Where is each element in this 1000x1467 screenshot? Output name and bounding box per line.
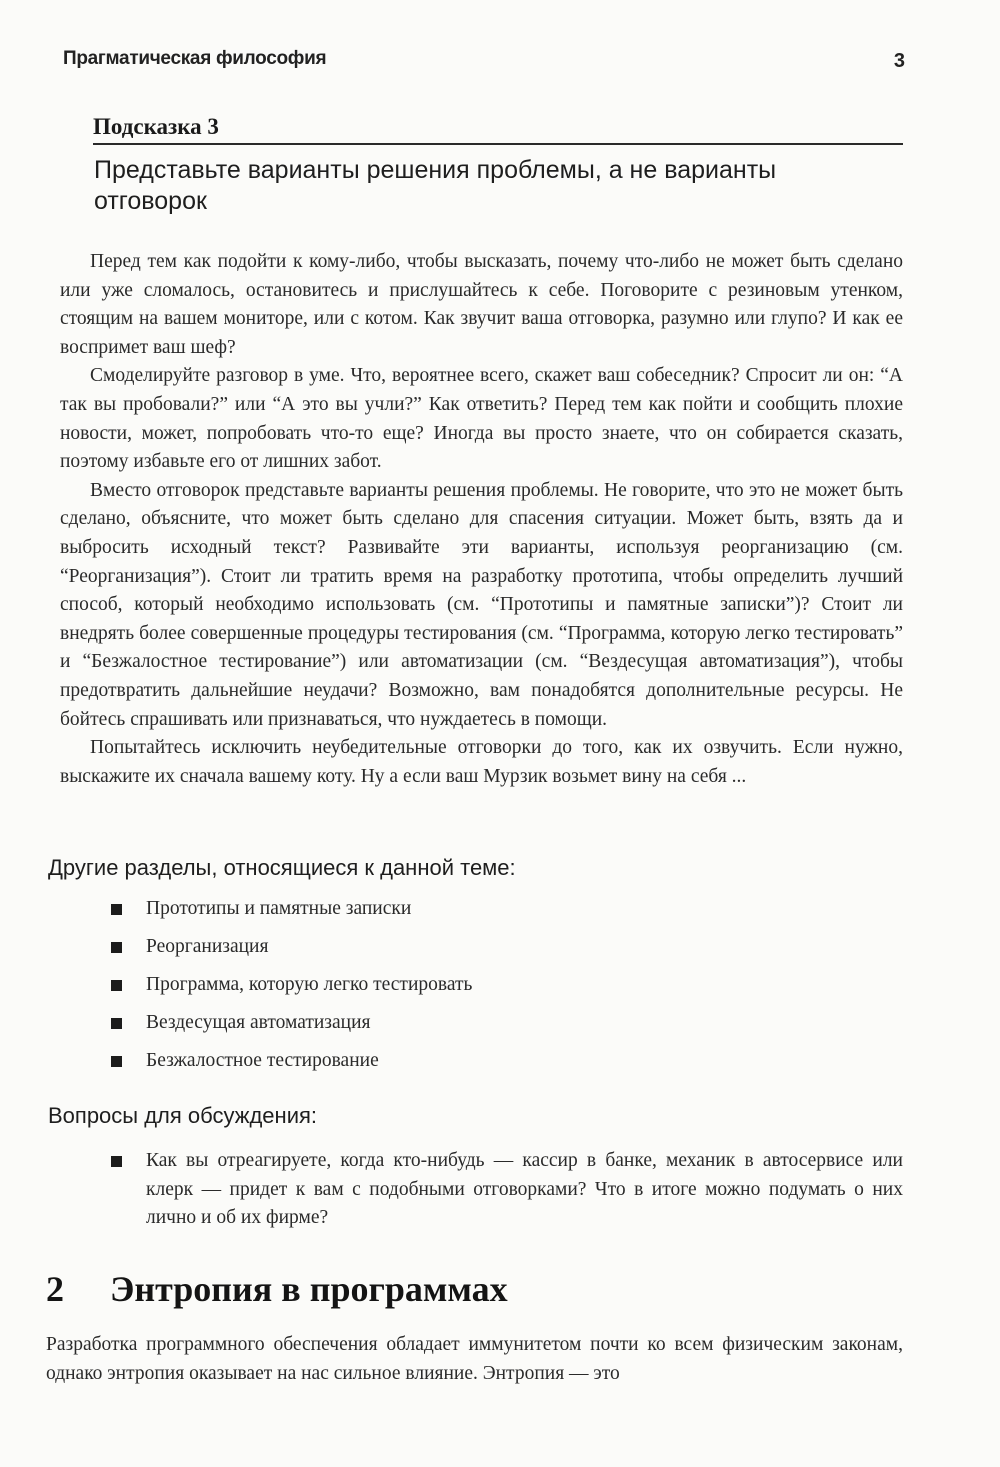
list-item xyxy=(111,971,472,1009)
square-bullet-icon xyxy=(111,1018,122,1029)
square-bullet-icon xyxy=(111,942,122,953)
running-title: Прагматическая философия xyxy=(63,48,327,69)
list-item xyxy=(111,1147,903,1233)
section-number: 2 xyxy=(46,1269,64,1309)
questions-list xyxy=(111,1147,903,1233)
square-bullet-icon xyxy=(111,1156,122,1167)
list-item xyxy=(111,933,472,971)
list-item-text: Вездесущая автоматизация xyxy=(146,1012,371,1033)
list-item xyxy=(111,895,472,933)
list-item-text: Программа, которую легко тестировать xyxy=(146,974,473,995)
list-item-text: Безжалостное тестирование xyxy=(146,1050,379,1071)
paragraph: Попытайтесь исключить неубедительные отговорки до того, как их озвучить. Если нужно, выскажите их сначала вашему коту. Ну а если ваш Мурзик возьмет вину на себя ... xyxy=(60,737,903,787)
paragraph: Вместо отговорок представьте варианты решения проблемы. Не говорите, что это не может быть сделано, объясните, что может быть сделано для спасения ситуации. Может быть, взять да и выбросить исходный текст? Развивайте эти варианты, используя реорганизацию (см. “Реорганизация”). Стоит ли тратить время на разработку прототипа, чтобы определить лучший способ, который необходимо использовать (см. “Прототипы и памятные записки”)? Стоит ли внедрять более совершенные процедуры тестирования (см. “Программа, которую легко тестировать” и “Безжалостное тестирование”) или автоматизации (см. “Вездесущая автоматизация”), чтобы предотвратить дальнейшие неудачи? Возможно, вам понадобятся дополнительные ресурсы. Не бойтесь спрашивать или признаваться, что нуждаетесь в помощи. xyxy=(60,479,903,730)
body-text xyxy=(60,248,903,791)
tip-box xyxy=(93,114,903,217)
list-item xyxy=(111,1009,472,1047)
question-text: Как вы отреагируете, когда кто-нибудь — кассир в банке, механик в автосервисе или клерк — придет к вам с подобными отговорками? Что в итоге можно подумать о них лично и об их фирме? xyxy=(146,1150,903,1228)
section-heading xyxy=(46,1268,508,1310)
section-intro-text: Разработка программного обеспечения обладает иммунитетом почти ко всем физическим законам, однако энтропия оказывает на нас сильное влияние. Энтропия — это xyxy=(46,1334,903,1384)
paragraph: Перед тем как подойти к кому-либо, чтобы высказать, почему что-либо не может быть сделано или уже сломалось, остановитесь и прислушайтесь к себе. Поговорите с резиновым утенком, стоящим на вашем мониторе, или с котом. Как звучит ваша отговорка, разумно или глупо? И как ее воспримет ваш шеф? xyxy=(60,251,903,358)
square-bullet-icon xyxy=(111,980,122,991)
related-sections-heading: Другие разделы, относящиеся к данной теме: xyxy=(48,855,516,880)
square-bullet-icon xyxy=(111,1056,122,1067)
page-number: 3 xyxy=(893,50,905,72)
paragraph: Смоделируйте разговор в уме. Что, вероятнее всего, скажет ваш собеседник? Спросит ли он: “А так вы пробовали?” или “А это вы учли?” Как ответить? Перед тем как пойти и сообщить плохие новости, может, попробовать что-то еще? Иногда вы просто знаете, что он собирается сказать, поэтому избавьте его от лишних забот. xyxy=(60,365,903,473)
tip-label: Подсказка 3 xyxy=(93,114,219,139)
questions-heading: Вопросы для обсуждения: xyxy=(48,1103,318,1128)
related-sections-list xyxy=(111,895,472,1085)
section-title: Энтропия в программах xyxy=(110,1269,508,1309)
list-item xyxy=(111,1047,472,1085)
tip-divider xyxy=(93,143,903,145)
tip-title: Представьте варианты решения проблемы, а не варианты отговорок xyxy=(94,156,777,215)
list-item-text: Реорганизация xyxy=(146,936,269,957)
square-bullet-icon xyxy=(111,904,122,915)
list-item-text: Прототипы и памятные записки xyxy=(146,898,412,919)
